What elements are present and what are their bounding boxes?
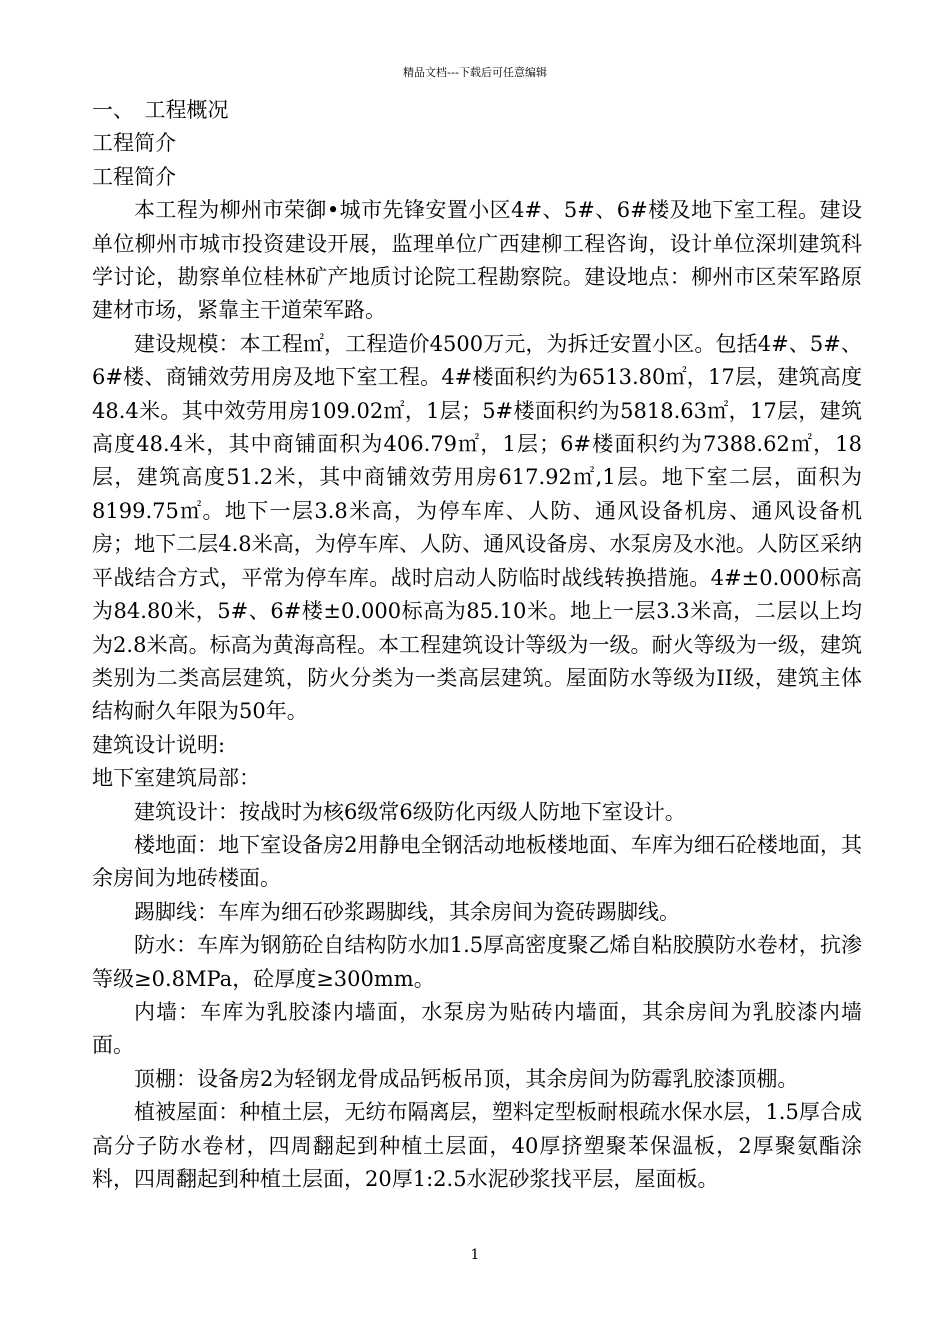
page-number: 1: [470, 1247, 480, 1263]
paragraph-waterproof: 防水：车库为钢筋砼自结构防水加1.5厚高密度聚乙烯自粘胶膜防水卷材，抗渗等级≥0.8MPa，砼厚度≥300mm。: [92, 933, 862, 991]
subsection-heading-repeat: 工程简介: [92, 164, 176, 189]
paragraph-inner-wall: 内墙：车库为乳胶漆内墙面，水泵房为贴砖内墙面，其余房间为乳胶漆内墙面。: [92, 999, 862, 1058]
design-notes-heading: 建筑设计说明:: [92, 732, 226, 757]
page-header: 精品文档---下载后可任意编辑: [403, 66, 547, 79]
paragraph-scale: 建设规模：本工程㎡，工程造价4500万元，为拆迁安置小区。包括4#、5#、6#楼、商铺效劳用房及地下室工程。4#楼面积约为6513.80㎡，17层，建筑高度48.4米。其中效劳用房109.02㎡，1层；5#楼面积约为5818.63㎡，17层，建筑高度48.4米，其中商铺面积为406.79㎡，1层；6#楼面积约为7388.62㎡，18层，建筑高度51.2米，其中商铺效劳用房617.92㎡,1层。地下室二层，面积为8199.75㎡。地下一层3.8米高，为停车库、人防、通风设备机房、通风设备机房；地下二层4.8米高，为停车库、人防、通风设备房、水泵房及水池。人防区采纳平战结合方式，平常为停车库。战时启动人防临时战线转换措施。4#±0.000标高为84.80米，5#、6#楼±0.000标高为85.10米。地上一层3.3米高，二层以上均为2.8米高。标高为黄海高程。本工程建筑设计等级为一级。耐火等级为一级，建筑类别为二类高层建筑，防火分类为一类高层建筑。屋面防水等级为II级，建筑主体结构耐久年限为50年。: [92, 331, 862, 724]
paragraph-green-roof: 植被屋面：种植土层，无纺布隔离层，塑料定型板耐根疏水保水层，1.5厚合成高分子防水卷材，四周翻起到种植土层面，40厚挤塑聚苯保温板，2厚聚氨酯涂料，四周翻起到种植土层面，20厚1:2.5水泥砂浆找平层，屋面板。: [92, 1100, 862, 1191]
section-heading: 一、 工程概况: [92, 98, 229, 122]
document-body: [92, 94, 862, 1196]
paragraph-intro: 本工程为柳州市荣御•城市先锋安置小区4#、5#、6#楼及地下室工程。建设单位柳州市城市投资建设开展，监理单位广西建柳工程咨询，设计单位深圳建筑科学讨论，勘察单位桂林矿产地质讨论院工程勘察院。建设地点：柳州市区荣军路原建材市场，紧靠主干道荣军路。: [92, 198, 862, 323]
paragraph-skirting: 踢脚线：车库为细石砂浆踢脚线，其余房间为瓷砖踢脚线。: [134, 899, 680, 924]
paragraph-ceiling: 顶棚：设备房2为轻钢龙骨成品钙板吊顶，其余房间为防霉乳胶漆顶棚。: [134, 1066, 799, 1091]
basement-heading: 地下室建筑局部：: [92, 766, 260, 791]
subsection-heading: 工程简介: [92, 131, 176, 156]
paragraph-floor: 楼地面：地下室设备房2用静电全钢活动地板楼地面、车库为细石砼楼地面，其余房间为地砖楼面。: [92, 832, 862, 891]
paragraph-design: 建筑设计：按战时为核6级常6级防化丙级人防地下室设计。: [134, 799, 686, 824]
